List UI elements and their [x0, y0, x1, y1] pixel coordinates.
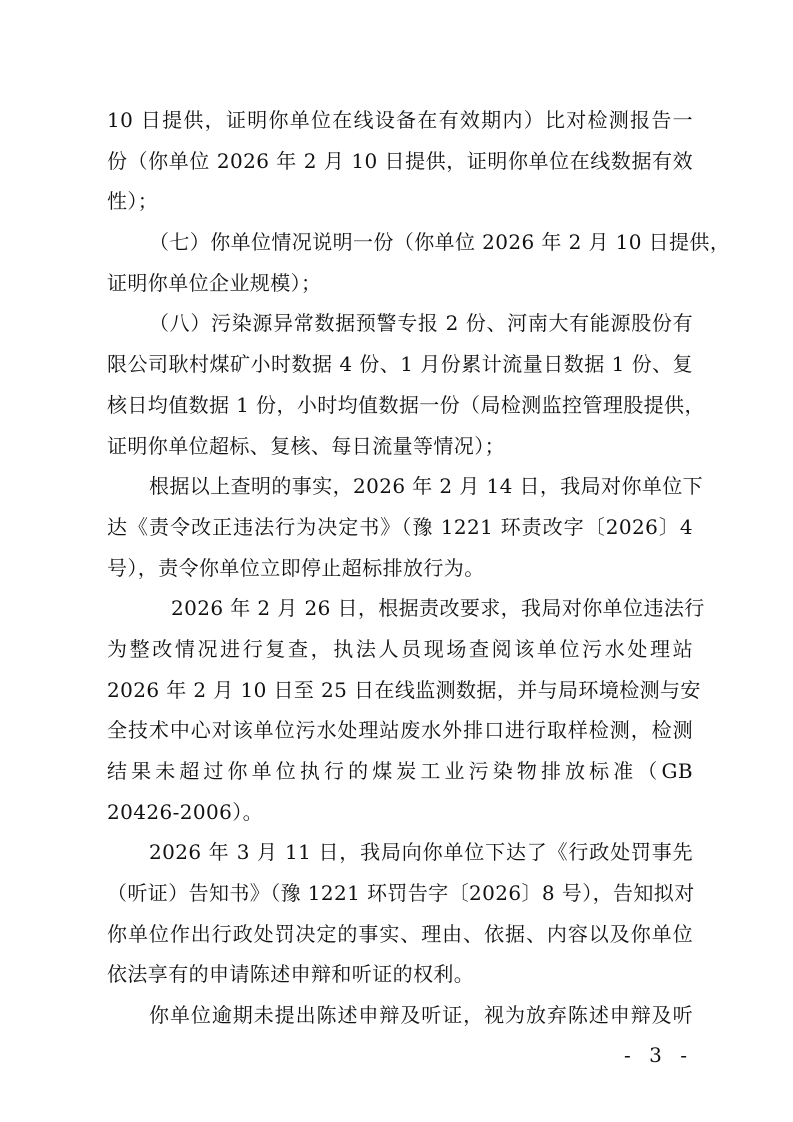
text-line: 证明你单位企业规模）； — [107, 270, 322, 295]
page-number: - 3 - — [624, 1043, 693, 1067]
text-line: （八）污染源异常数据预警专报 2 份、河南大有能源股份有 — [149, 311, 693, 336]
text-line: 根据以上查明的事实，2026 年 2 月 14 日，我局对你单位下 — [149, 474, 704, 499]
document-body — [107, 100, 731, 1036]
text-line: 2026 年 3 月 11 日，我局向你单位下达了《行政处罚事先 — [149, 840, 693, 865]
text-line: 你单位作出行政处罚决定的事实、理由、依据、内容以及你单位 — [107, 921, 693, 946]
text-line: 依法享有的申请陈述申辩和听证的权利。 — [107, 962, 475, 987]
text-line: 限公司耿村煤矿小时数据 4 份、1 月份累计流量日数据 1 份、复 — [107, 352, 693, 377]
text-line: 20426-2006）。 — [107, 799, 264, 824]
text-line: 份（你单位 2026 年 2 月 10 日提供，证明你单位在线数据有效 — [107, 148, 693, 173]
text-line: 性）； — [107, 189, 159, 214]
text-line: 为整改情况进行复查，执法人员现场查阅该单位污水处理站 — [107, 636, 693, 661]
text-line: （七）你单位情况说明一份（你单位 2026 年 2 月 10 日提供， — [149, 230, 731, 255]
text-line: 核日均值数据 1 份，小时均值数据一份（局检测监控管理股提供， — [107, 392, 705, 417]
text-line: 10 日提供，证明你单位在线设备在有效期内）比对检测报告一 — [107, 108, 693, 132]
text-line: （听证）告知书》（豫 1221 环罚告字〔2026〕8 号），告知拟对 — [107, 881, 695, 906]
text-line: 你单位逾期未提出陈述申辩及听证，视为放弃陈述申辩及听 — [149, 1003, 693, 1028]
text-line: 号），责令你单位立即停止超标排放行为。 — [107, 555, 485, 580]
text-line: 2026 年 2 月 10 日至 25 日在线监测数据，并与局环境检测与安 — [107, 677, 701, 702]
text-line: 证明你单位超标、复核、每日流量等情况）； — [107, 433, 505, 458]
text-line: 达《责令改正违法行为决定书》（豫 1221 环责改字〔2026〕4 — [107, 514, 693, 539]
text-line: 2026 年 2 月 26 日，根据责改要求，我局对你单位违法行 — [171, 596, 705, 621]
text-line: 结果未超过你单位执行的煤炭工业污染物排放标准（GB — [107, 759, 693, 783]
text-line: 全技术中心对该单位污水处理站废水外排口进行取样检测，检测 — [107, 718, 693, 743]
